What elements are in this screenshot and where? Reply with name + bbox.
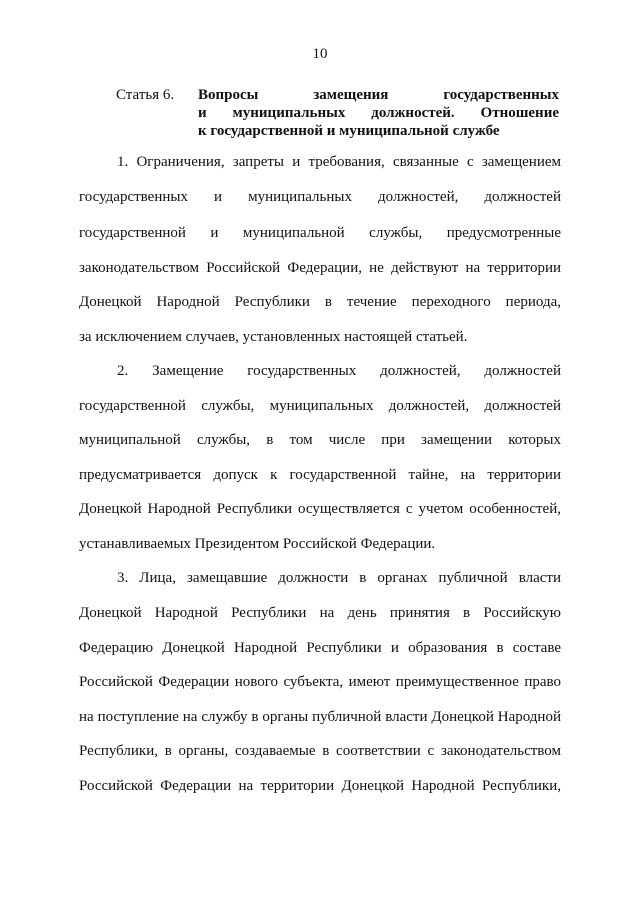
article-title-line: к государственной и муниципальной службе (198, 123, 500, 139)
article-label: Статья 6. (116, 87, 175, 103)
paragraph-1-line: Донецкой Народной Республики в течение переходного периода, (79, 294, 561, 310)
paragraph-1-line: законодательством Российской Федерации, не действуют на территории (79, 260, 561, 276)
article-title (198, 86, 559, 140)
paragraph-2-line: 2. Замещение государственных должностей, должностей (117, 363, 561, 379)
article-title-line: и муниципальных должностей. Отношение (198, 105, 559, 121)
paragraph-2-line: государственной службы, муниципальных должностей, должностей (79, 398, 561, 414)
paragraph-2-line: Донецкой Народной Республики осуществляется с учетом особенностей, (79, 501, 561, 517)
paragraph-1-line: государственной и муниципальной службы, предусмотренные (79, 225, 561, 241)
paragraph-1-line: 1. Ограничения, запреты и требования, связанные с замещением (117, 154, 561, 170)
paragraph-1-line: за исключением случаев, установленных настоящей статьей. (79, 329, 468, 345)
paragraph-3-line: Республики, в органы, создаваемые в соответствии с законодательством (79, 743, 561, 759)
paragraph-3-line: 3. Лица, замещавшие должности в органах публичной власти (117, 570, 561, 586)
paragraph-2-line: предусматривается допуск к государственной тайне, на территории (79, 467, 561, 483)
paragraph-3-line: на поступление на службу в органы публичной власти Донецкой Народной (79, 709, 561, 725)
paragraph-3-line: Российской Федерации нового субъекта, имеют преимущественное право (79, 674, 561, 690)
article-title-line: Вопросы замещения государственных (198, 87, 559, 103)
page-number: 10 (312, 46, 328, 62)
paragraph-3-line: Донецкой Народной Республики на день принятия в Российскую (79, 605, 561, 621)
paragraph-1-line: государственных и муниципальных должностей, должностей (79, 189, 561, 205)
paragraph-3-line: Российской Федерации на территории Донецкой Народной Республики, (79, 778, 561, 794)
paragraph-2-line: устанавливаемых Президентом Российской Федерации. (79, 536, 436, 552)
paragraph-3-line: Федерацию Донецкой Народной Республики и образования в составе (79, 640, 561, 656)
paragraph-2-line: муниципальной службы, в том числе при замещении которых (79, 432, 561, 448)
